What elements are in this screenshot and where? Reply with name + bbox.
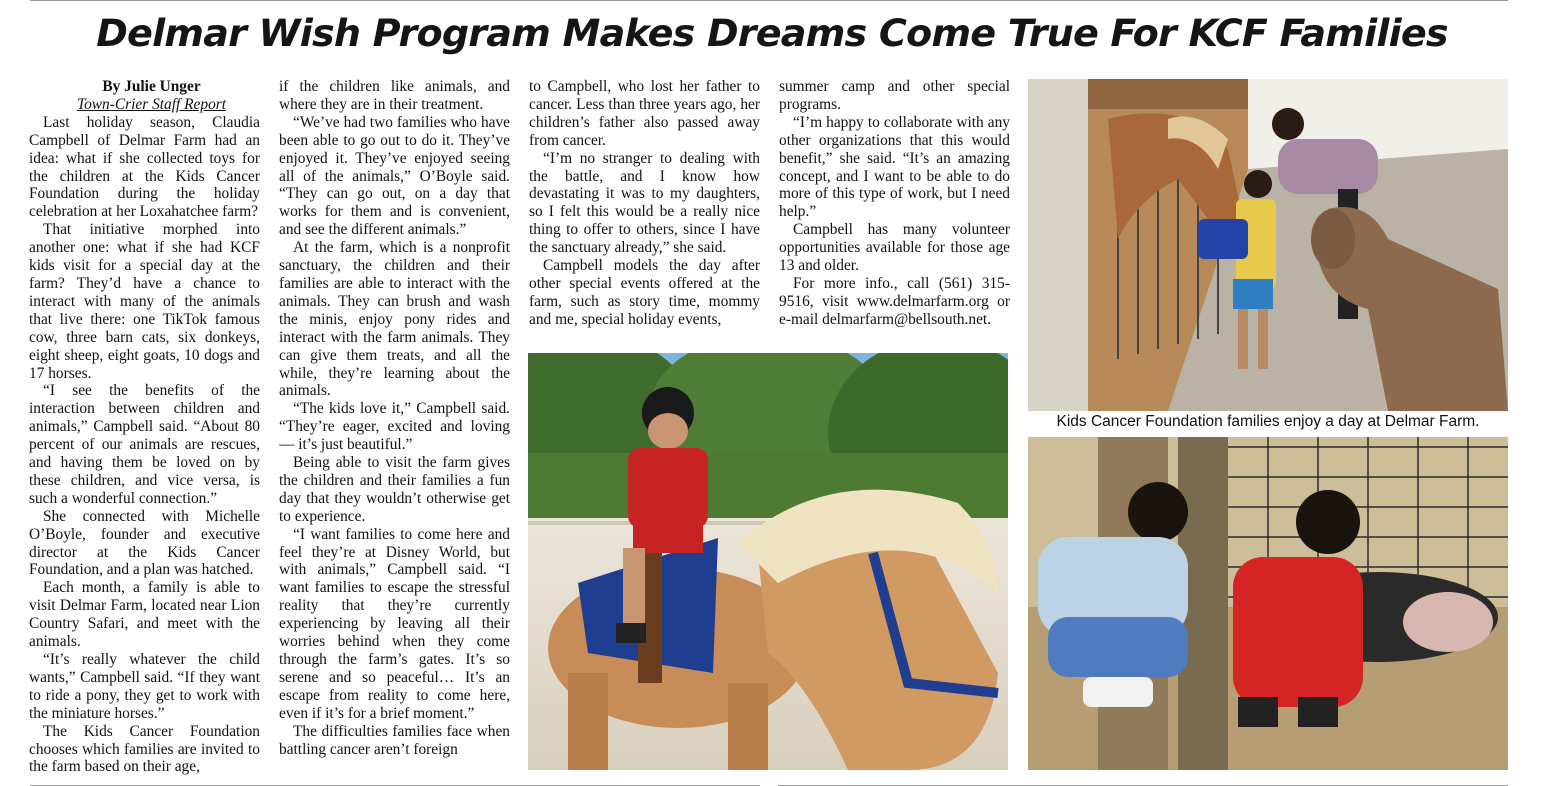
- photo-caption: Kids Cancer Foundation families enjoy a day at Delmar Farm.: [1056, 413, 1480, 430]
- pig-photo: [1028, 437, 1508, 770]
- article-paragraph: She connected with Michelle O’Boyle, founder and executive director at the Kids Cancer Foundation, and a plan was hatched.: [29, 507, 260, 579]
- article-paragraph: to Campbell, who lost her father to cancer. Less than three years ago, her children’s father also passed away from cancer.: [529, 78, 760, 149]
- article-paragraph: For more info., call (561) 315-9516, visit www.delmarfarm.org or e-mail delmarfarm@bellsouth.net.: [779, 274, 1010, 328]
- article-paragraph: “I’m happy to collaborate with any other organizations that this would benefit,” she said. “It’s an amazing concept, and I want to be able to do more of this type of work, but I need help.”: [779, 113, 1010, 221]
- article-paragraph: “The kids love it,” Campbell said. “They’re eager, excited and loving — it’s just beautiful.”: [279, 400, 510, 454]
- article-paragraph: Campbell has many volunteer opportunities available for those age 13 and older.: [779, 221, 1010, 275]
- article-paragraph: “I’m no stranger to dealing with the battle, and I know how devastating it was to my daughters, so I felt this would be a really nice thing to offer to others, since I have the sanctuary already,” she said.: [529, 149, 760, 257]
- article-paragraph: summer camp and other special programs.: [779, 78, 1010, 113]
- article-column-2: [279, 78, 510, 778]
- article-paragraph: The Kids Cancer Foundation chooses which families are invited to the farm based on their age,: [29, 722, 260, 776]
- article-column-1: [29, 78, 260, 778]
- article-paragraph: At the farm, which is a nonprofit sanctuary, the children and their families are able to interact with the animals. They can brush and wash the minis, enjoy pony rides and interact with the farm animals. They can give them treats, and all the while, they’re learning about the animals.: [279, 239, 510, 400]
- byline-credit: Town-Crier Staff Report: [76, 95, 227, 113]
- barn-photo: [1028, 79, 1508, 411]
- article-paragraph: “We’ve had two families who have been able to go out to do it. They’ve enjoyed it. They’ve enjoyed seeing all of the animals,” O’Boyle said. “They can go out, on a day that works for them and is convenient, and see the different animals.”: [279, 113, 510, 239]
- article-column-3: [529, 78, 760, 348]
- article-paragraph: Being able to visit the farm gives the children and their families a fun day that they wouldn’t otherwise get to experience.: [279, 454, 510, 525]
- article-paragraph: “I see the benefits of the interaction between children and animals,” Campbell said. “About 80 percent of our animals are rescues, and having them be loved on by these children, and vice versa, is such a wonderful connection.”: [29, 382, 260, 507]
- top-rule: [30, 0, 1508, 1]
- article-paragraph: That initiative morphed into another one: what if she had KCF kids visit for a special day at the farm? They’d have a chance to interact with many of the animals that live there: one TikTok famous cow, three barn cats, six donkeys, eight sheep, eight goats, 10 dogs and 17 horses.: [29, 221, 260, 382]
- article-paragraph: “It’s really whatever the child wants,” Campbell said. “If they want to ride a pony, they get to work with the miniature horses.”: [29, 651, 260, 722]
- article-paragraph: “I want families to come here and feel they’re at Disney World, but with animals,” Campbell said. “I want families to escape the stressful reality that they’re currently experiencing by leaving all their worries behind when they come through the farm’s gates. It’s so serene and so peaceful… It’s an escape from reality to come here, even if it’s for a brief moment.”: [279, 525, 510, 722]
- article-paragraph: Last holiday season, Claudia Campbell of Delmar Farm had an idea: what if she collected toys for the children at the Kids Cancer Foundation during the holiday celebration at her Loxahatchee farm?: [29, 113, 260, 221]
- article-paragraph: if the children like animals, and where they are in their treatment.: [279, 78, 510, 113]
- article-paragraph: Each month, a family is able to visit Delmar Farm, located near Lion Country Safari, and meet with the animals.: [29, 579, 260, 651]
- article-paragraph: Campbell models the day after other special events offered at the farm, such as story time, mommy and me, special holiday events,: [529, 257, 760, 328]
- headline: Delmar Wish Program Makes Dreams Come True For KCF Families: [96, 12, 1448, 55]
- pony-ride-photo: [528, 353, 1008, 770]
- article-column-4: [779, 78, 1010, 348]
- article-paragraph: The difficulties families face when battling cancer aren’t foreign: [279, 722, 510, 758]
- byline-author: By Julie Unger: [102, 78, 201, 95]
